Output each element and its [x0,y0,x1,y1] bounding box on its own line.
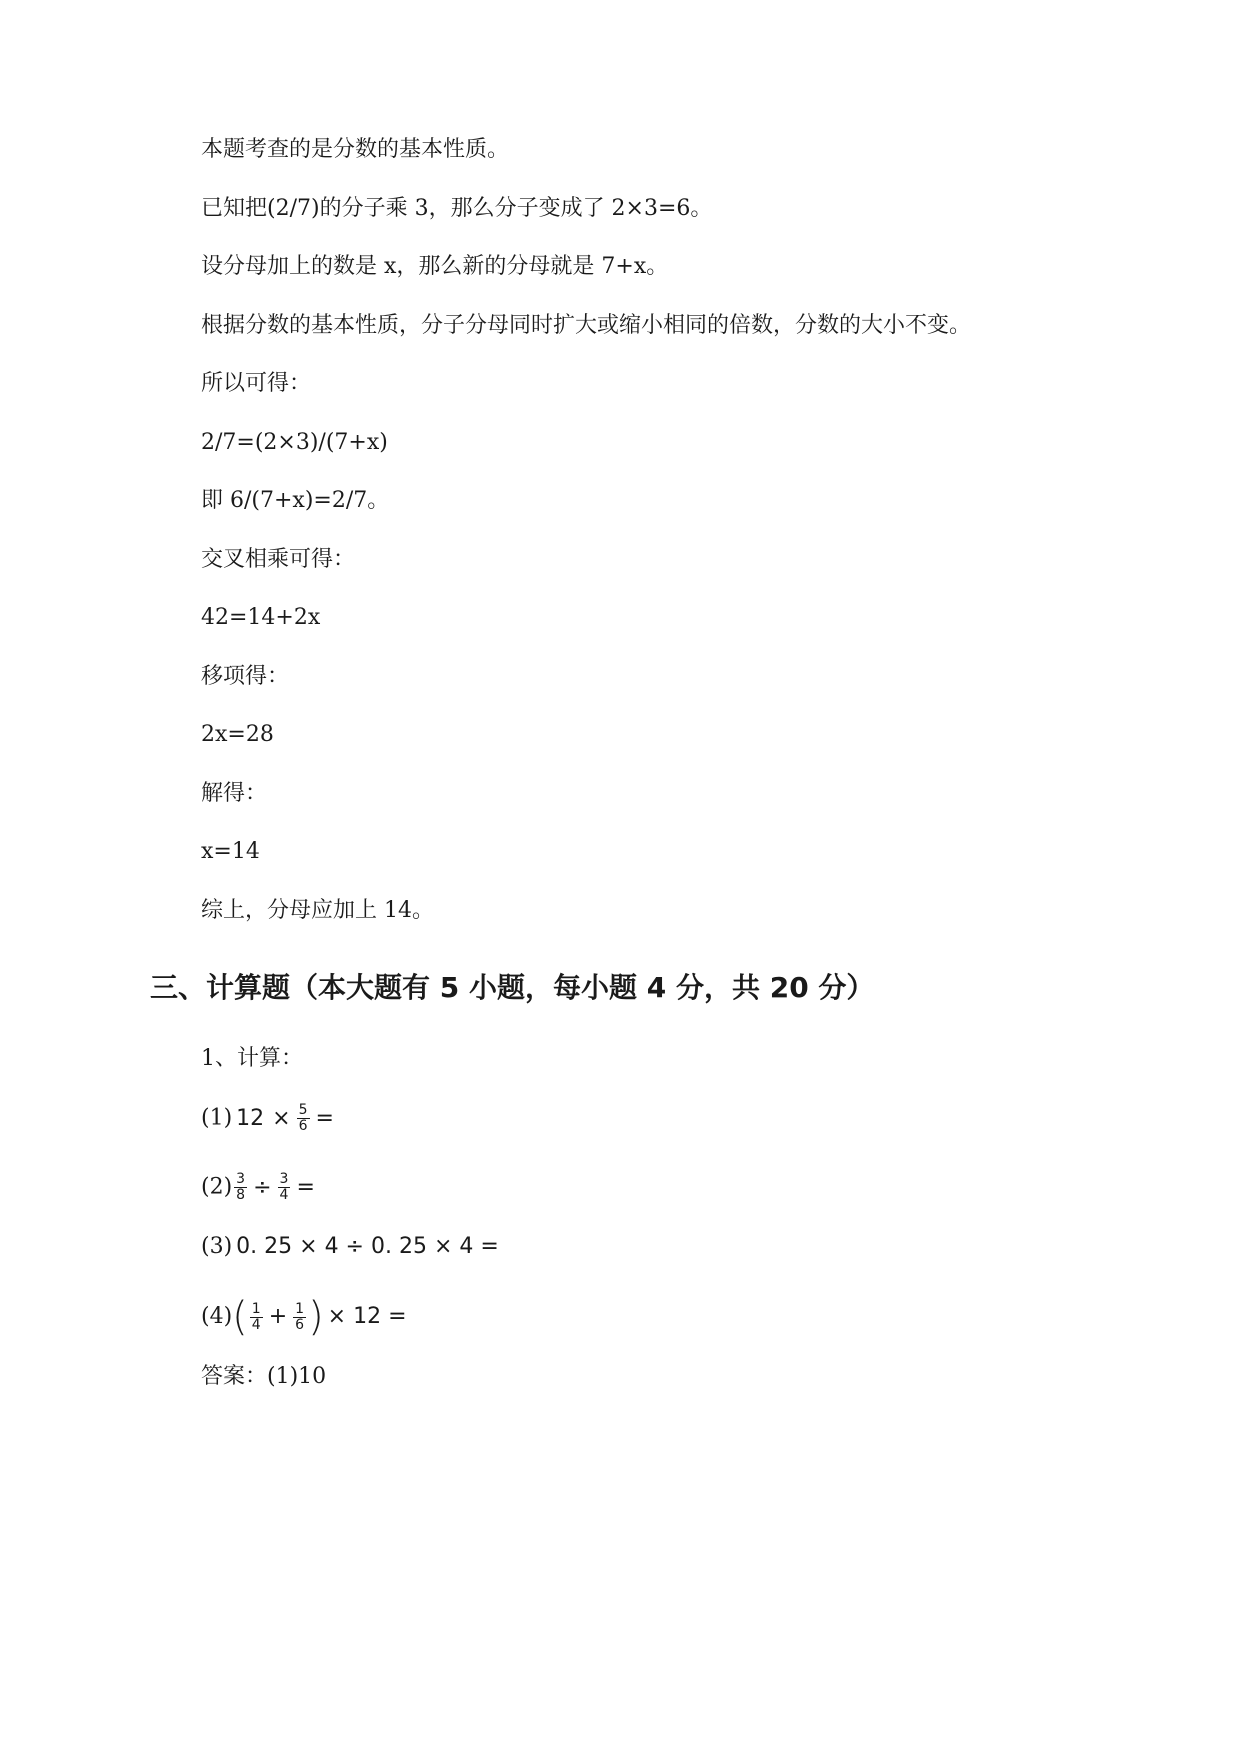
solution-line-9: 42=14+2x [201,605,321,630]
equals-sign: = [296,1174,315,1200]
fraction [250,1302,263,1333]
solution-line-3: 设分母加上的数是 x，那么新的分母就是 7+x。 [201,254,669,279]
numerator: 5 [298,1102,308,1118]
section-heading: 三、计算题（本大题有 5 小题，每小题 4 分，共 20 分） [150,971,875,1004]
denominator: 6 [298,1118,308,1134]
fraction [293,1302,306,1333]
question-item-1 [201,1103,338,1134]
expression-tail: × 12 = [327,1304,407,1329]
solution-line-2: 已知把(2/7)的分子乘 3，那么分子变成了 2×3=6。 [201,196,713,221]
solution-line-12: 解得： [201,781,268,806]
solution-line-8: 交叉相乘可得： [201,547,356,572]
solution-line-1: 本题考查的是分数的基本性质。 [201,137,510,162]
item-label: (4) [201,1304,233,1329]
solution-line-6: 2/7=(2×3)/(7+x) [201,430,388,455]
solution-line-4: 根据分数的基本性质，分子分母同时扩大或缩小相同的倍数，分数的大小不变。 [201,313,972,338]
numerator: 1 [251,1300,261,1317]
fraction [234,1172,247,1203]
solution-line-7: 即 6/(7+x)=2/7。 [201,488,390,513]
denominator: 8 [236,1187,246,1203]
divide-sign: ÷ [253,1174,272,1200]
denominator: 4 [279,1187,289,1203]
number: 12 [236,1105,265,1131]
item-label: (2) [201,1174,233,1200]
fraction [297,1103,310,1134]
denominator: 4 [251,1316,261,1333]
numerator: 1 [295,1300,305,1317]
fraction [278,1172,291,1203]
solution-line-10: 移项得： [201,664,290,689]
denominator: 6 [295,1316,305,1333]
solution-line-5: 所以可得： [201,371,312,396]
answer-line: 答案：(1)10 [201,1364,327,1389]
item-label: (1) [201,1105,233,1131]
solution-line-11: 2x=28 [201,722,274,747]
times-sign: × [272,1105,291,1131]
equals-sign: = [315,1105,334,1131]
question-item-3 [201,1232,503,1262]
numerator: 3 [279,1171,289,1187]
numerator: 3 [236,1171,246,1187]
question-item-4 [201,1294,411,1340]
expression: 0. 25 × 4 ÷ 0. 25 × 4 = [236,1234,499,1259]
plus-sign: + [268,1304,288,1329]
solution-line-14: 综上，分母应加上 14。 [201,898,434,923]
item-label: (3) [201,1234,233,1259]
right-paren: ) [308,1294,324,1340]
left-paren: ( [232,1294,248,1340]
question-title: 1、计算： [201,1046,303,1071]
solution-line-13: x=14 [201,839,260,864]
question-item-2 [201,1172,319,1203]
